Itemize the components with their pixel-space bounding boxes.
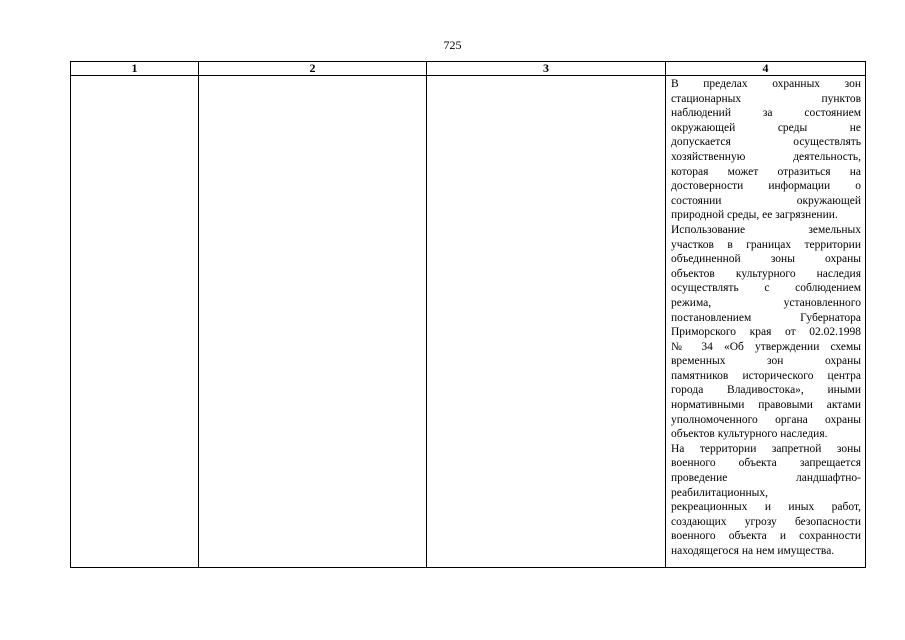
text-line: рекреационных и иных работ,: [671, 501, 861, 514]
column-header-2: 2: [199, 62, 427, 76]
text-line: состоянии окружающей: [671, 194, 861, 207]
regulation-text: [666, 76, 865, 559]
text-line: временных зон охраны: [671, 355, 861, 368]
text-line: постановлением Губернатора: [671, 311, 861, 324]
text-line: Приморского края от 02.02.1998: [671, 326, 861, 339]
text-line: Использование земельных: [671, 223, 861, 236]
table-row: [71, 76, 866, 568]
text-line: На территории запретной зоны: [671, 442, 861, 455]
text-paragraph: [671, 223, 861, 442]
text-line: наблюдений за состоянием: [671, 107, 861, 120]
document-table: [70, 61, 866, 568]
text-line: окружающей среды не: [671, 121, 861, 134]
text-line: природной среды, ее загрязнении.: [671, 209, 838, 222]
page-number: 725: [443, 38, 462, 52]
text-line: допускается осуществлять: [671, 136, 861, 149]
text-line: объектов культурного наследия: [671, 267, 861, 280]
cell-col-3: [427, 76, 666, 568]
text-line: режима, установленного: [671, 296, 861, 309]
text-line: стационарных пунктов: [671, 92, 861, 105]
text-line: нормативными правовыми актами: [671, 399, 861, 412]
text-line: объединенной зоны охраны: [671, 253, 861, 266]
text-line: хозяйственную деятельность,: [671, 150, 861, 163]
text-line: № 34 «Об утверждении схемы: [671, 340, 861, 353]
cell-col-1: [71, 76, 199, 568]
text-line: военного объекта запрещается: [671, 457, 861, 470]
text-line: создающих угрозу безопасности: [671, 515, 861, 528]
column-header-4: 4: [666, 62, 866, 76]
table-header-row: [71, 62, 866, 76]
text-line: военного объекта и сохранности: [671, 530, 861, 543]
cell-col-2: [199, 76, 427, 568]
text-line: достоверности информации о: [671, 180, 861, 193]
text-line: уполномоченного органа охраны: [671, 413, 861, 426]
text-line: В пределах охранных зон: [671, 78, 861, 90]
text-line: которая может отразиться на: [671, 165, 861, 178]
text-line: объектов культурного наследия.: [671, 428, 828, 441]
text-line: осуществлять с соблюдением: [671, 282, 861, 295]
text-line: находящегося на нем имущества.: [671, 545, 835, 557]
text-line: участков в границах территории: [671, 238, 861, 251]
text-line: реабилитационных,: [671, 486, 768, 499]
text-line: памятников исторического центра: [671, 369, 861, 382]
text-paragraph: [671, 442, 861, 559]
cell-col-4: [666, 76, 866, 568]
text-paragraph: [671, 77, 861, 223]
column-header-1: 1: [71, 62, 199, 76]
text-line: города Владивостока», иными: [671, 384, 861, 397]
text-line: проведение ландшафтно-: [671, 472, 861, 485]
column-header-3: 3: [427, 62, 666, 76]
